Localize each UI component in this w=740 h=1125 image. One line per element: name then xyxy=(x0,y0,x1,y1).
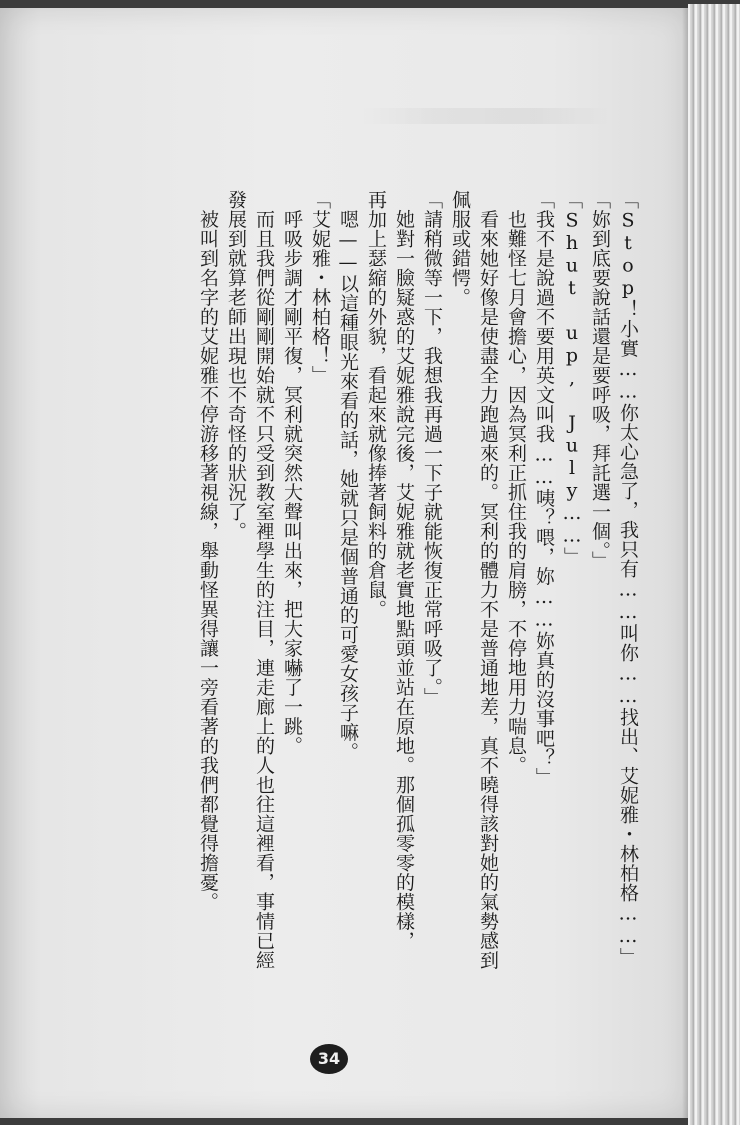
text-line: 「妳到底要說話還是要呼吸，拜託選一個。」 xyxy=(589,190,611,571)
text-line: 也難怪七月會擔心，因為冥利正抓住我的肩膀，不停地用力喘息。 xyxy=(505,190,527,775)
faint-bleed-through xyxy=(360,108,610,124)
text-line: 再加上瑟縮的外貌，看起來就像捧著飼料的倉鼠。 xyxy=(365,190,387,619)
page-number: 34 xyxy=(310,1044,348,1074)
text-line: 被叫到名字的艾妮雅不停游移著視線，舉動怪異得讓一旁看著的我們都覺得擔憂。 xyxy=(197,190,219,912)
text-line: 佩服或錯愕。 xyxy=(449,190,471,307)
text-line: 「請稍微等一下，我想我再過一下子就能恢復正常呼吸了。」 xyxy=(421,190,443,707)
text-line: 「艾妮雅・林柏格！」 xyxy=(309,190,331,385)
text-line: 嗯——以這種眼光來看的話，她就只是個普通的可愛女孩子嘛。 xyxy=(337,190,359,762)
text-line: 「Shut up, July……」 xyxy=(561,190,583,567)
text-line: 而且我們從剛剛開始就不只受到教室裡學生的注目，連走廊上的人也往這裡看，事情已經 xyxy=(253,190,275,970)
page-stack-edges xyxy=(688,4,740,1125)
text-line: 發展到就算老師出現也不奇怪的狀況了。 xyxy=(225,190,247,541)
text-line: 「我不是說過不要用英文叫我……咦？喂，妳……妳真的沒事吧？」 xyxy=(533,190,555,787)
book-page xyxy=(0,8,690,1118)
text-line: 「Stop！小實……你太心急了，我只有……叫你……找出、艾妮雅・林柏格……」 xyxy=(617,190,639,967)
text-line: 她對一臉疑惑的艾妮雅說完後，艾妮雅就老實地點頭並站在原地。那個孤零零的模樣， xyxy=(393,190,415,951)
text-line: 看來她好像是使盡全力跑過來的。冥利的體力不是普通地差，真不曉得該對她的氣勢感到 xyxy=(477,190,499,970)
vertical-text-block xyxy=(82,190,642,970)
text-line: 呼吸步調才剛平復，冥利就突然大聲叫出來，把大家嚇了一跳。 xyxy=(281,190,303,756)
